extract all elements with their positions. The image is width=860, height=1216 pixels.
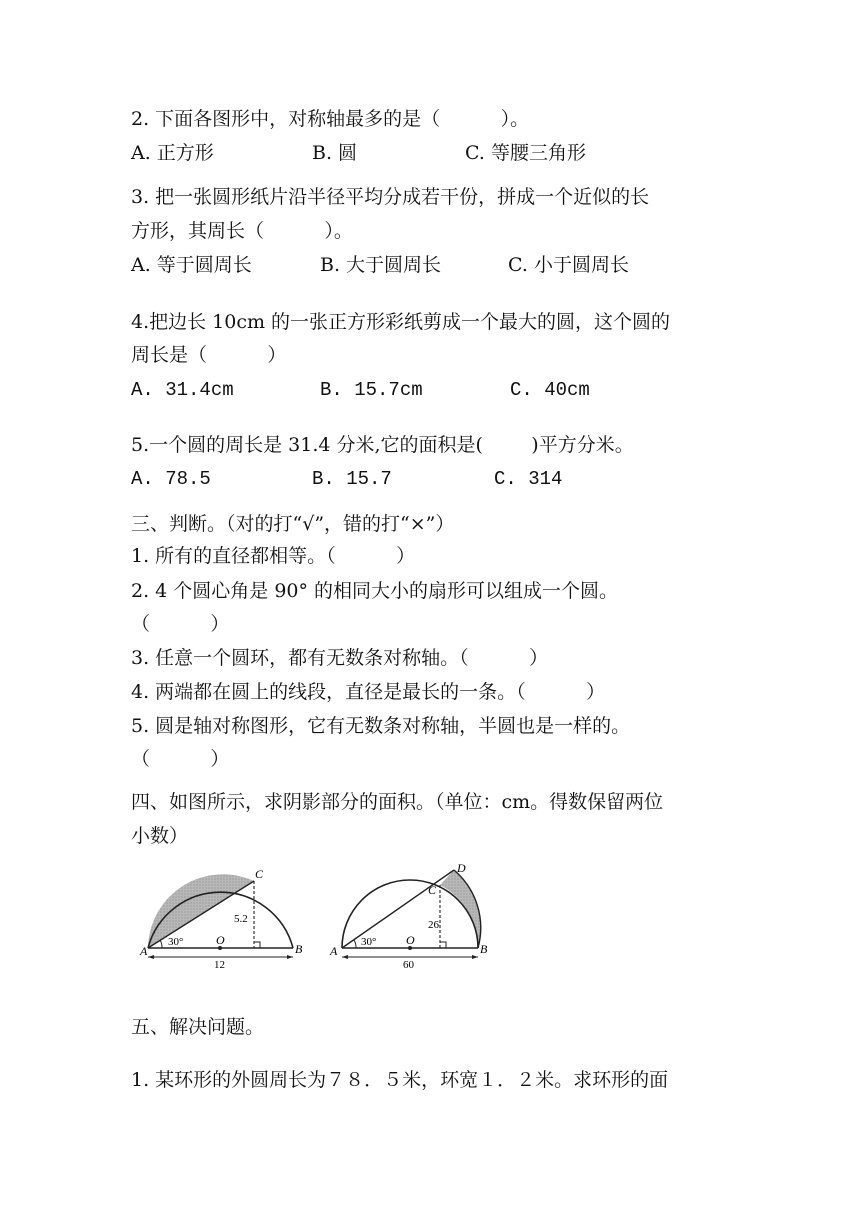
q5-option-b: B. 15.7 [312,468,392,490]
q3-option-a: A. 等于圆周长 [131,254,252,276]
figure-1 [130,860,310,970]
fig2-label-base: 60 [403,959,414,970]
fig1-label-o: O [216,933,225,947]
section3-item-1: 1. 所有的直径都相等。（ ） [131,545,416,567]
fig1-right-angle [254,942,260,948]
q4-option-a: A. 31.4cm [131,379,234,401]
fig2-shaded-region [440,870,481,948]
fig2-label-angle: 30° [361,936,377,948]
fig1-shaded-region [148,874,254,948]
q2-option-a: A. 正方形 [131,142,214,164]
figure-2 [328,860,498,970]
section3-item-4: 4. 两端都在圆上的线段，直径是最长的一条。（ ） [131,681,606,703]
fig2-label-d: D [457,861,466,875]
section3-item-5-blank: （ ） [131,748,230,770]
q2-stem: 2. 下面各图形中，对称轴最多的是（ ）。 [131,108,530,130]
q4-option-b: B. 15.7cm [320,379,423,401]
q3-option-b: B. 大于圆周长 [320,254,442,276]
q2-option-c: C. 等腰三角形 [465,142,586,164]
fig1-label-base: 12 [214,959,225,970]
fig2-label-c: C [428,883,437,897]
section5-title: 五、解决问题。 [131,1016,265,1038]
fig2-label-a: A [330,944,338,958]
q3-stem-line2: 方形，其周长（ ）。 [131,220,353,242]
section3-item-5: 5. 圆是轴对称图形，它有无数条对称轴，半圆也是一样的。 [131,715,631,737]
section4-title-line1: 四、如图所示，求阴影部分的面积。（单位：cm。得数保留两位 [131,791,664,813]
fig2-label-b: B [480,942,488,956]
fig1-label-height: 5.2 [234,913,248,925]
fig1-label-c: C [255,867,264,881]
q3-option-c: C. 小于圆周长 [508,254,629,276]
q5-option-c: C. 314 [494,468,563,490]
fig2-label-o: O [406,933,415,947]
q2-option-b: B. 圆 [312,142,358,164]
q5-stem: 5.一个圆的周长是 31.4 分米,它的面积是( )平方分米。 [131,434,634,456]
q3-stem-line1: 3. 把一张圆形纸片沿半径平均分成若干份，拼成一个近似的长 [131,186,650,208]
q4-option-c: C. 40cm [510,379,590,401]
fig1-label-angle: 30° [168,936,184,948]
fig1-angle-arc [160,940,162,948]
section3-title: 三、判断。（对的打“√”，错的打“×”） [131,513,455,535]
section3-item-2: 2. 4 个圆心角是 90° 的相同大小的扇形可以组成一个圆。 [131,580,619,602]
q5-option-a: A. 78.5 [131,468,211,490]
fig2-angle-arc [354,940,356,948]
fig2-label-height: 26 [428,919,439,931]
section3-item-3: 3. 任意一个圆环，都有无数条对称轴。（ ） [131,647,549,669]
section5-item-1: 1. 某环形的外圆周长为７８．５米，环宽１．２米。求环形的面 [131,1069,669,1091]
fig1-label-a: A [140,944,148,958]
q4-stem-line2: 周长是（ ） [131,344,287,366]
section3-item-2-blank: （ ） [131,613,230,635]
q4-stem-line1: 4.把边长 10cm 的一张正方形彩纸剪成一个最大的圆，这个圆的 [131,311,671,333]
section4-title-line2: 小数） [131,825,189,847]
fig2-right-angle [440,942,446,948]
fig1-label-b: B [295,942,303,956]
